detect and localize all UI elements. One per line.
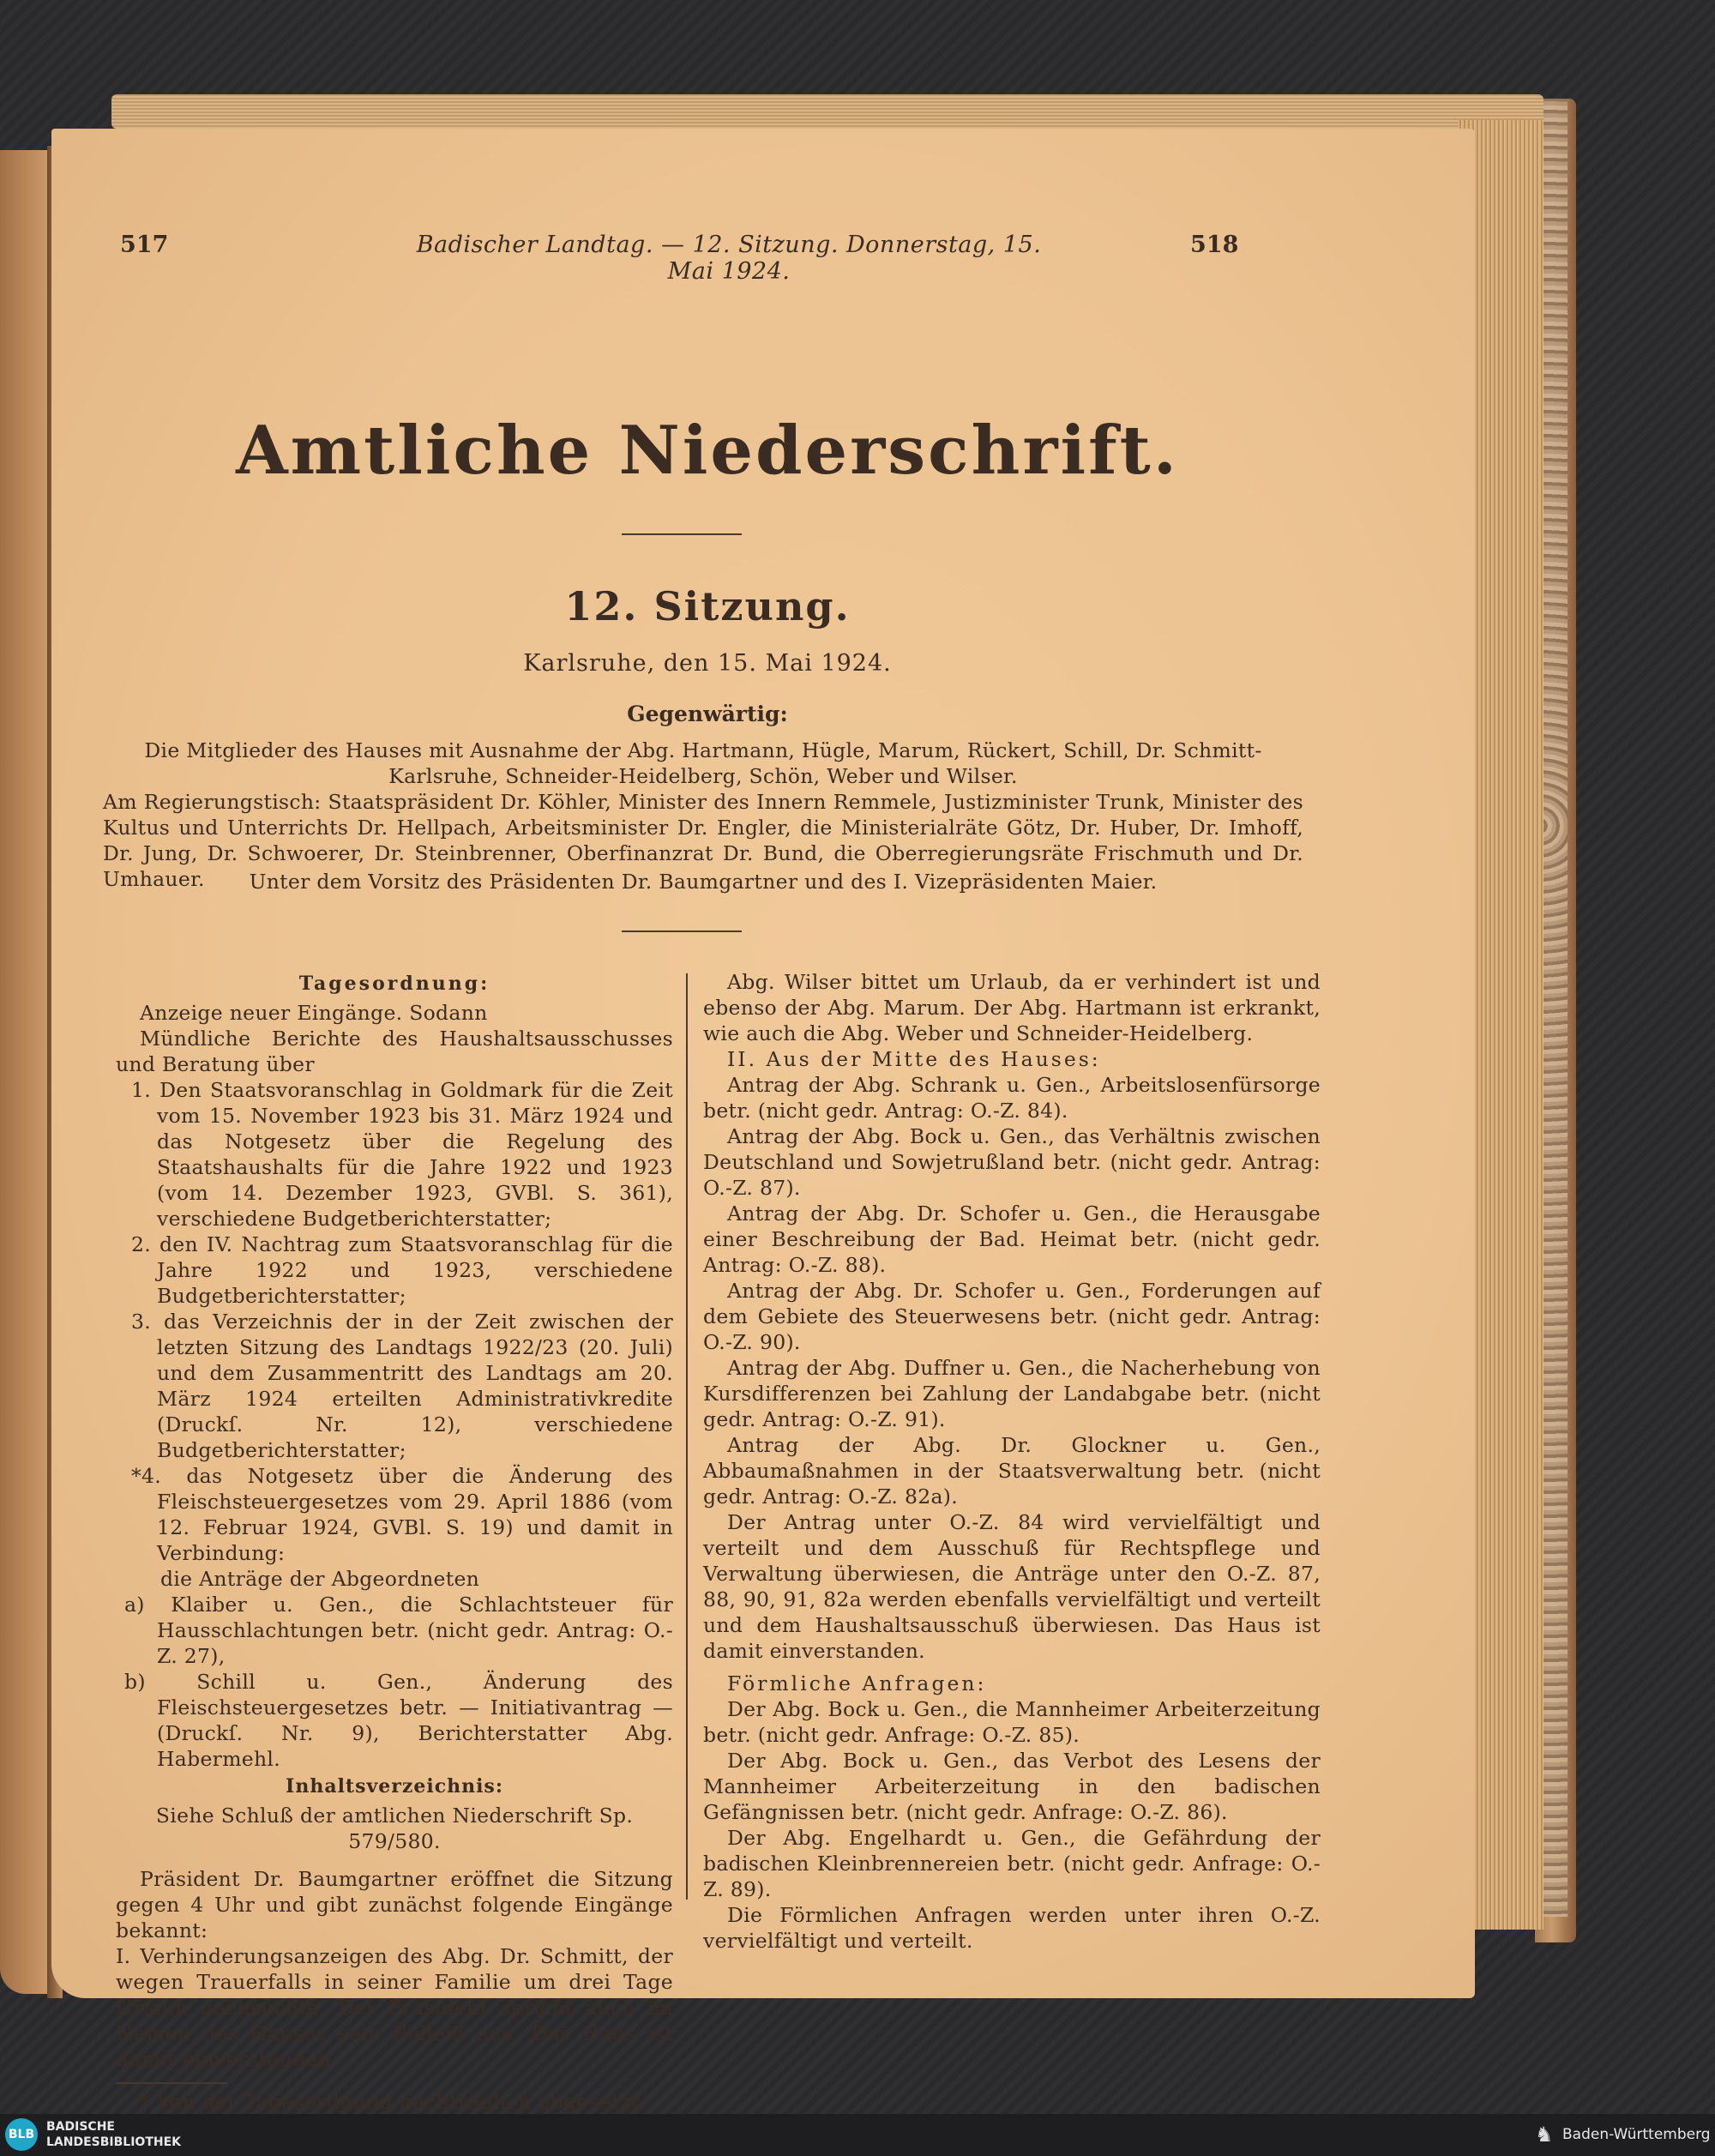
running-head: Badischer Landtag. — 12. Sitzung. Donnerstag, 15. Mai 1924. (416, 232, 1042, 285)
section-one-paragraph: I. Verhinderungsanzeigen des Abg. Dr. Schmitt, der wegen Trauerfalls in seiner Familie um drei Tage Urlaub nachsuchte. Der Präsident spricht auch im Namen des Hauses sein Beileid aus. Das Haus ist damit einverstanden. (116, 1944, 673, 2071)
blb-logo-icon[interactable]: BLB (5, 2118, 38, 2151)
footnote-rule (116, 2082, 227, 2084)
opening-paragraph: Präsident Dr. Baumgartner eröffnet die Sitzung gegen 4 Uhr und gibt zunächst folgende Eingänge bekannt: (116, 1867, 673, 1942)
agenda-item: 2. den IV. Nachtrag zum Staatsvoranschlag für die Jahre 1922 und 1923, verschiedene Budgetberichterstatter; (131, 1232, 673, 1308)
column-number-right: 518 (1190, 232, 1239, 258)
motion-paragraph: Antrag der Abg. Dr. Schofer u. Gen., Forderungen auf dem Gebiete des Steuerwesens betr. (nicht gedr. Antrag: O.-Z. 90). (703, 1279, 1321, 1354)
present-government: Am Regierungstisch: Staatspräsident Dr. Köhler, Minister des Innern Remmele, Justizminister Trunk, Minister des Kultus und Unterrichts Dr. Hellpach, Arbeitsminister Dr. Engler, die Ministerialräte Götz, Dr. Huber, Dr. Imhoff, Dr. Jung, Dr. Schwoerer, Dr. Steinbrenner, Oberfinanzrat Dr. Bund, die Oberregierungsräte Frischmuth und Dr. Umhauer. (103, 790, 1303, 891)
agenda-item: 1. Den Staatsvoranschlag in Goldmark für die Zeit vom 15. November 1923 bis 31. März 1924 und das Notgesetz über die Regelung des Staatshaushalts für die Jahre 1922 und 1923 (vom 14. Dezember 1923, GVBl. S. 361), verschiedene Budgetberichterstatter; (131, 1078, 673, 1231)
motion-paragraph: Antrag der Abg. Dr. Glockner u. Gen., Abbaumaßnahmen in der Staatsverwaltung betr. (nicht gedr. Antrag: O.-Z. 82a). (703, 1433, 1321, 1509)
contents-text: Siehe Schluß der amtlichen Niederschrift Sp. 579/580. (155, 1804, 634, 1853)
present-members: Die Mitglieder des Hauses mit Ausnahme der Abg. Hartmann, Hügle, Marum, Rückert, Schill, Dr. Schmitt-Karlsruhe, Schneider-Heidelberg, Schön, Weber und Wilser. (144, 738, 1262, 788)
motion-paragraph: Antrag der Abg. Duffner u. Gen., die Nacherhebung von Kursdifferenzen bei Zahlung der Landabgabe betr. (nicht gedr. Antrag: O.-Z. 91). (703, 1356, 1321, 1431)
viewer-footer-bar (0, 2114, 1715, 2156)
present-chair: Unter dem Vorsitz des Präsidenten Dr. Baumgartner und des I. Vizepräsidenten Maier. (249, 870, 1158, 894)
library-name[interactable] (46, 2119, 181, 2150)
library-name-line-2: LANDESBIBLIOTHEK (46, 2135, 182, 2149)
present-heading: Gegenwärtig: (627, 702, 788, 726)
title-rule (622, 533, 742, 535)
column-number-left: 517 (120, 232, 169, 258)
motion-paragraph: Antrag der Abg. Dr. Schofer u. Gen., die Herausgabe einer Beschreibung der Bad. Heimat betr. (nicht gedr. Antrag: O.-Z. 88). (703, 1201, 1321, 1277)
contents-heading: Inhaltsverzeichnis: (286, 1775, 503, 1798)
right-column (703, 969, 1321, 1954)
query-paragraph: Der Abg. Engelhardt u. Gen., die Gefährdung der badischen Kleinbrennereien betr. (nicht gedr. Anfrage: O.-Z. 89). (703, 1826, 1321, 1901)
left-column (116, 969, 673, 2115)
section-two-heading: II. Aus der Mitte des Hauses: (727, 1047, 1101, 1071)
library-name-line-1: BADISCHE (46, 2120, 115, 2134)
queries-heading: Förmliche Anfragen: (727, 1671, 987, 1695)
agenda-item: 3. das Verzeichnis der in der Zeit zwischen der letzten Sitzung des Landtags 1922/23 (20. Juli) und dem Zusammentritt des Landtags am 20. März 1924 erteilten Administrativkredite (Druckſ. Nr. 12), verschiedene Budgetberichterstatter; (131, 1310, 673, 1462)
query-paragraph: Der Abg. Bock u. Gen., das Verbot des Lesens der Mannheimer Arbeiterzeitung in den badischen Gefängnissen betr. (nicht gedr. Anfrage: O.-Z. 86). (703, 1749, 1321, 1824)
agenda-item: *4. das Notgesetz über die Änderung des Fleischsteuergesetzes vom 29. April 1886 (vom 12. Februar 1924, GVBl. S. 19) und damit in Verbindung: (131, 1464, 673, 1565)
agenda-subitem: a) Klaiber u. Gen., die Schlachtsteuer für Hausschlachtungen betr. (nicht gedr. Antrag: O.-Z. 27), (124, 1593, 673, 1668)
agenda-subheading: die Anträge der Abgeordneten (160, 1567, 480, 1591)
agenda-intro: Anzeige neuer Eingänge. Sodann (140, 1001, 488, 1025)
leave-paragraph: Abg. Wilser bittet um Urlaub, da er verhindert ist und ebenso der Abg. Marum. Der Abg. Hartmann ist erkrankt, wie auch die Abg. Weber und Schneider-Heidelberg. (703, 970, 1321, 1045)
queries-closing: Die Förmlichen Anfragen werden unter ihren O.-Z. vervielfältigt und verteilt. (703, 1903, 1321, 1953)
footnote: * Von der Tagesordnung nachträglich abgesetzt. (140, 2089, 647, 2114)
state-name[interactable]: Baden-Württemberg (1562, 2126, 1711, 2143)
session-heading: 12. Sitzung. (564, 583, 851, 629)
query-paragraph: Der Abg. Bock u. Gen., die Mannheimer Arbeiterzeitung betr. (nicht gedr. Anfrage: O.-Z. 85). (703, 1697, 1321, 1747)
dateline: Karlsruhe, den 15. Mai 1924. (523, 650, 892, 677)
agenda-intro: Mündliche Berichte des Haushaltsausschusses und Beratung über (116, 1027, 673, 1076)
referral-paragraph: Der Antrag unter O.-Z. 84 wird vervielfältigt und verteilt und dem Ausschuß für Rechtspflege und Verwaltung überwiesen, die Anträge unter den O.-Z. 87, 88, 90, 91, 82a werden ebenfalls vervielfältigt und verteilt und dem Haushaltsausschuß überwiesen. Das Haus ist damit einverstanden. (703, 1510, 1321, 1663)
document-title: Amtliche Niederschrift. (236, 412, 1179, 490)
state-coat-of-arms-icon: ♞ (1535, 2123, 1554, 2147)
motion-paragraph: Antrag der Abg. Schrank u. Gen., Arbeitslosenfürsorge betr. (nicht gedr. Antrag: O.-Z. 84). (703, 1073, 1321, 1123)
document-page (51, 129, 1475, 2114)
agenda-heading: Tagesordnung: (298, 973, 490, 995)
motion-paragraph: Antrag der Abg. Bock u. Gen., das Verhältnis zwischen Deutschland und Sowjetrußland betr. (nicht gedr. Antrag: O.-Z. 87). (703, 1124, 1321, 1200)
page-block-top-edge (111, 94, 1544, 129)
column-divider (686, 973, 688, 1900)
section-rule (622, 930, 742, 932)
agenda-subitem: b) Schill u. Gen., Änderung des Fleischsteuergesetzes betr. — Initiativantrag — (Druckſ. Nr. 9), Berichterstatter Abg. Habermehl. (124, 1670, 673, 1771)
